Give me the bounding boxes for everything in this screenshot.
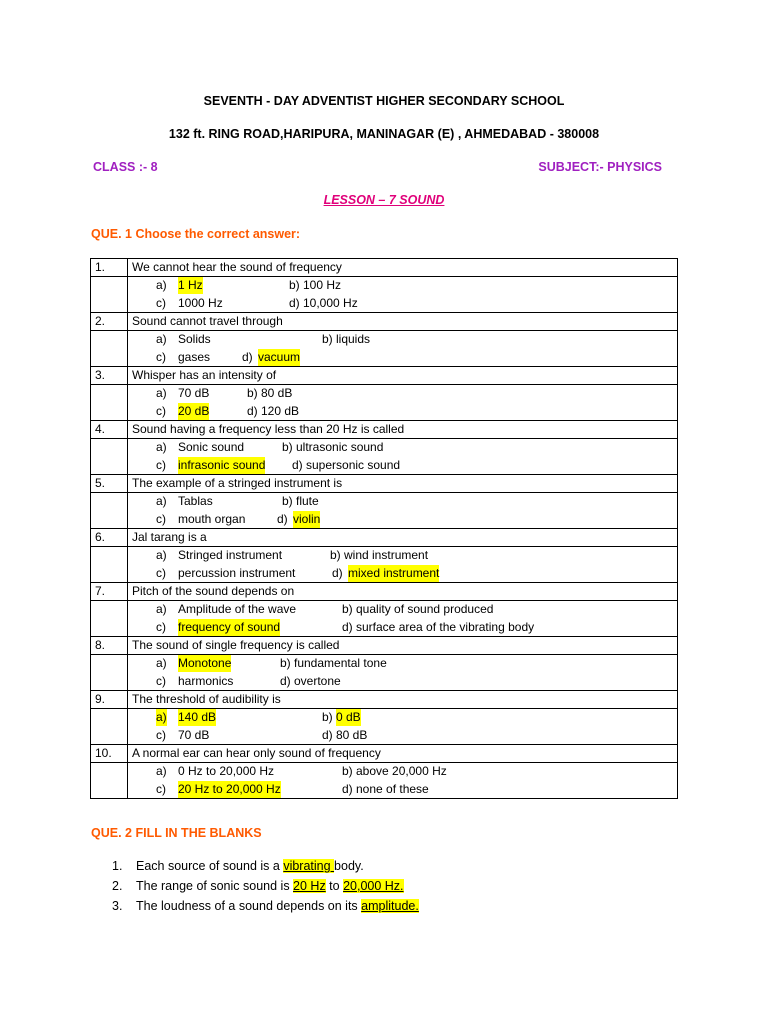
options-row-cd (132, 565, 673, 583)
option-a-text: Amplitude of the wave (178, 602, 297, 616)
option-a-letter: a) (156, 602, 167, 616)
option-b: b) 80 dB (247, 386, 293, 400)
option-d-letter: d) (277, 511, 288, 526)
question-1-heading: QUE. 1 Choose the correct answer: (91, 227, 301, 241)
options-cell (128, 277, 678, 313)
question-row (91, 691, 678, 709)
options-row (91, 601, 678, 637)
question-number: 5. (91, 475, 128, 493)
options-row-cd (132, 349, 673, 367)
option-c-letter: c) (156, 349, 166, 364)
question-text: Sound having a frequency less than 20 Hz is called (128, 421, 678, 439)
question-number: 8. (91, 637, 128, 655)
question-text: A normal ear can hear only sound of frequency (128, 745, 678, 763)
option-d: d) 80 dB (322, 727, 368, 742)
option-d: d) 120 dB (247, 403, 300, 418)
blank-answer: amplitude. (361, 899, 419, 913)
blank-item (112, 876, 419, 896)
option-a-letter: a) (156, 494, 167, 508)
question-text: The sound of single frequency is called (128, 637, 678, 655)
option-a-letter: a) (156, 386, 167, 400)
options-row-ab (132, 709, 673, 727)
option-c-letter: c) (156, 727, 166, 742)
options-number-cell (91, 493, 128, 529)
question-row (91, 313, 678, 331)
options-row-cd (132, 781, 673, 799)
blank-prefix: The loudness of a sound depends on its (136, 899, 362, 913)
question-number: 10. (91, 745, 128, 763)
options-cell (128, 709, 678, 745)
option-a-text: 1 Hz (178, 278, 203, 292)
options-number-cell (91, 709, 128, 745)
blank-prefix: The range of sonic sound is (136, 879, 294, 893)
options-number-cell (91, 763, 128, 799)
options-number-cell (91, 331, 128, 367)
option-b: b) ultrasonic sound (282, 440, 384, 454)
question-row (91, 421, 678, 439)
option-d: d) none of these (342, 781, 429, 796)
blank-middle: to (325, 879, 344, 893)
options-row-cd (132, 619, 673, 637)
option-d-text: vacuum (258, 349, 301, 364)
option-a-letter: a) (156, 710, 167, 724)
blank-answer: 20,000 Hz. (343, 879, 404, 893)
option-b-letter: b) (322, 710, 333, 724)
option-d-text: violin (293, 511, 321, 526)
option-c-text: 20 dB (178, 403, 210, 418)
options-row (91, 763, 678, 799)
option-a-text: Tablas (178, 494, 213, 508)
options-row-cd (132, 727, 673, 745)
options-row (91, 493, 678, 529)
option-a-letter: a) (156, 548, 167, 562)
options-row (91, 277, 678, 313)
option-b: b) 100 Hz (289, 278, 342, 292)
option-a-letter: a) (156, 656, 167, 670)
question-row (91, 583, 678, 601)
blank-answer: vibrating (283, 859, 335, 873)
option-a-text: Monotone (178, 656, 232, 670)
mcq-table (90, 258, 678, 799)
options-row-ab (132, 763, 673, 781)
option-a-text: Stringed instrument (178, 548, 283, 562)
question-number: 9. (91, 691, 128, 709)
options-number-cell (91, 601, 128, 637)
question-text: Whisper has an intensity of (128, 367, 678, 385)
question-text: We cannot hear the sound of frequency (128, 259, 678, 277)
option-c-text: gases (178, 349, 211, 364)
options-row-ab (132, 547, 673, 565)
option-c-text: frequency of sound (178, 619, 281, 634)
question-row (91, 637, 678, 655)
options-number-cell (91, 439, 128, 475)
option-b: b) above 20,000 Hz (342, 764, 447, 778)
option-c-letter: c) (156, 457, 166, 472)
school-address: 132 ft. RING ROAD,HARIPURA, MANINAGAR (E) , AHMEDABAD - 380008 (168, 127, 600, 141)
question-number: 3. (91, 367, 128, 385)
subject-label: SUBJECT:- PHYSICS (538, 160, 662, 174)
options-row-cd (132, 673, 673, 691)
option-a-letter: a) (156, 332, 167, 346)
option-c-text: 20 Hz to 20,000 Hz (178, 781, 281, 796)
option-d-text: mixed instrument (348, 565, 440, 580)
option-b-text: 0 dB (336, 710, 361, 724)
blank-number: 1. (112, 859, 123, 873)
option-c-letter: c) (156, 673, 166, 688)
option-b: b) quality of sound produced (342, 602, 494, 616)
option-d-letter: d) (332, 565, 343, 580)
option-c-text: percussion instrument (178, 565, 296, 580)
question-2-heading: QUE. 2 FILL IN THE BLANKS (91, 826, 262, 840)
option-d: d) 10,000 Hz (289, 295, 358, 310)
option-c-text: 1000 Hz (178, 295, 223, 310)
option-a-text: 140 dB (178, 710, 217, 724)
options-row-ab (132, 385, 673, 403)
fill-blanks-list (112, 856, 419, 916)
question-row (91, 745, 678, 763)
option-c-letter: c) (156, 781, 166, 796)
option-a-text: Sonic sound (178, 440, 245, 454)
question-number: 6. (91, 529, 128, 547)
question-text: Sound cannot travel through (128, 313, 678, 331)
options-row (91, 439, 678, 475)
options-row-ab (132, 331, 673, 349)
option-a-letter: a) (156, 764, 167, 778)
option-b: b) wind instrument (330, 548, 429, 562)
options-row (91, 655, 678, 691)
option-c-letter: c) (156, 403, 166, 418)
question-number: 4. (91, 421, 128, 439)
option-c-text: mouth organ (178, 511, 246, 526)
options-row (91, 331, 678, 367)
options-row-ab (132, 277, 673, 295)
options-row (91, 385, 678, 421)
option-d: d) overtone (280, 673, 341, 688)
option-a-text: 0 Hz to 20,000 Hz (178, 764, 275, 778)
option-a-text: 70 dB (178, 386, 210, 400)
options-row (91, 709, 678, 745)
question-number: 7. (91, 583, 128, 601)
option-a-letter: a) (156, 278, 167, 292)
options-cell (128, 385, 678, 421)
option-a-text: Solids (178, 332, 211, 346)
options-row-ab (132, 601, 673, 619)
blank-prefix: Each source of sound is a (136, 859, 284, 873)
question-text: The example of a stringed instrument is (128, 475, 678, 493)
options-row-cd (132, 295, 673, 313)
options-row-cd (132, 511, 673, 529)
options-cell (128, 493, 678, 529)
options-row-ab (132, 493, 673, 511)
options-cell (128, 763, 678, 799)
options-row-ab (132, 655, 673, 673)
school-name: SEVENTH - DAY ADVENTIST HIGHER SECONDARY SCHOOL (203, 94, 565, 108)
option-c-text: 70 dB (178, 727, 210, 742)
option-c-letter: c) (156, 295, 166, 310)
blank-number: 2. (112, 879, 123, 893)
options-row-cd (132, 457, 673, 475)
question-text: Pitch of the sound depends on (128, 583, 678, 601)
question-text: The threshold of audibility is (128, 691, 678, 709)
option-c-text: harmonics (178, 673, 234, 688)
blank-item (112, 856, 419, 876)
class-label: CLASS :- 8 (93, 160, 158, 174)
lesson-title: LESSON – 7 SOUND (323, 193, 445, 207)
options-cell (128, 655, 678, 691)
option-d: d) supersonic sound (292, 457, 401, 472)
question-row (91, 475, 678, 493)
options-number-cell (91, 385, 128, 421)
option-c-letter: c) (156, 511, 166, 526)
blank-item (112, 896, 419, 916)
options-cell (128, 601, 678, 637)
option-d: d) surface area of the vibrating body (342, 619, 535, 634)
options-number-cell (91, 655, 128, 691)
options-cell (128, 439, 678, 475)
question-number: 1. (91, 259, 128, 277)
options-number-cell (91, 547, 128, 583)
question-number: 2. (91, 313, 128, 331)
blank-number: 3. (112, 899, 123, 913)
question-row (91, 259, 678, 277)
option-b: b) flute (282, 494, 319, 508)
question-row (91, 367, 678, 385)
options-row (91, 547, 678, 583)
option-b: b) fundamental tone (280, 656, 387, 670)
options-number-cell (91, 277, 128, 313)
options-cell (128, 331, 678, 367)
option-c-letter: c) (156, 565, 166, 580)
option-c-text: infrasonic sound (178, 457, 266, 472)
option-b: b) liquids (322, 332, 371, 346)
blank-answer: 20 Hz (293, 879, 326, 893)
options-row-cd (132, 403, 673, 421)
question-row (91, 529, 678, 547)
option-d-letter: d) (242, 349, 253, 364)
question-text: Jal tarang is a (128, 529, 678, 547)
option-a-letter: a) (156, 440, 167, 454)
options-cell (128, 547, 678, 583)
option-c-letter: c) (156, 619, 166, 634)
blank-middle: body. (334, 859, 364, 873)
options-row-ab (132, 439, 673, 457)
